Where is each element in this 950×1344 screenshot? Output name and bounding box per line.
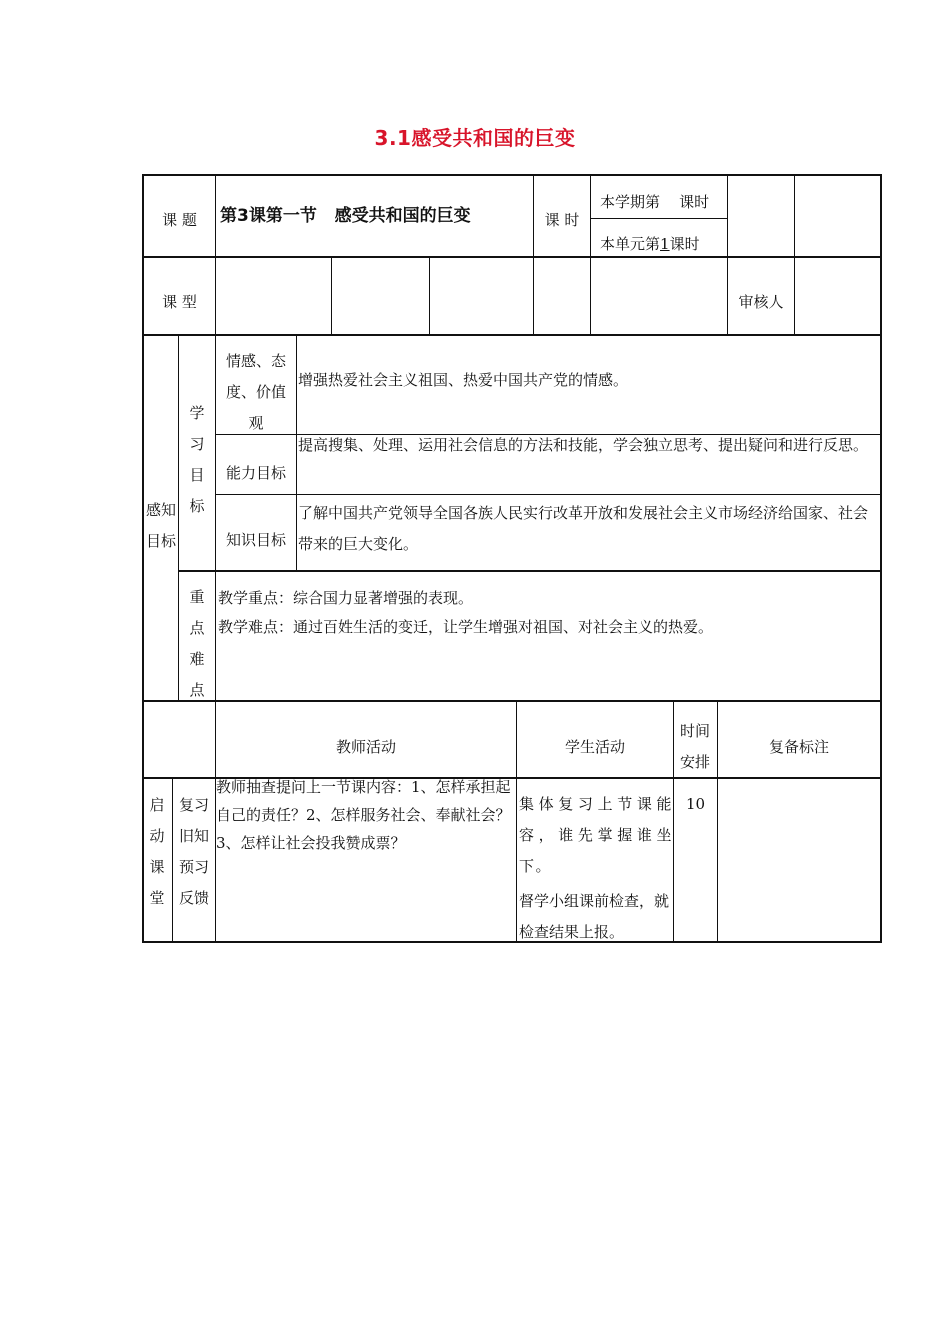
student-activity-2: 督学小组课前检查，就检查结果上报。: [519, 892, 670, 941]
reviewer-label: 审核人: [738, 293, 784, 311]
col-divider: [533, 256, 534, 336]
objective-text-attitude: 增强热爱社会主义祖国、热爱中国共产党的情感。: [298, 371, 629, 389]
col-divider: [794, 256, 795, 336]
page-title: 3.1感受共和国的巨变: [374, 126, 576, 150]
table-border-bottom: [142, 941, 882, 943]
col-divider: [331, 256, 332, 336]
unit-hours-suffix: 课时: [669, 235, 700, 253]
table-border-top: [142, 174, 882, 176]
col-divider: [794, 174, 795, 258]
col-divider: [296, 334, 297, 571]
key-points-label: 重点难点: [189, 588, 205, 699]
col-divider: [590, 256, 591, 336]
col-divider: [172, 777, 173, 943]
col-divider: [215, 334, 216, 702]
objective-label-ability: 能力目标: [225, 464, 286, 482]
topic-label: 课 题: [162, 211, 197, 229]
col-divider: [673, 700, 674, 943]
row-divider: [142, 700, 882, 702]
col-divider: [178, 334, 179, 702]
stage-label: 启动课堂: [149, 796, 165, 907]
hours-label: 课 时: [544, 211, 580, 229]
unit-hours-number: 1: [660, 235, 670, 253]
objectives-group-label: 感知目标: [145, 501, 176, 550]
row-divider: [215, 494, 882, 495]
student-activity-1: 集体复习上节课能容，谁先掌握谁坐下。: [519, 795, 673, 875]
teacher-activity-header: 教师活动: [335, 738, 396, 756]
type-label: 课 型: [162, 293, 197, 311]
objective-label-knowledge: 知识目标: [225, 531, 286, 549]
col-divider: [429, 256, 430, 336]
topic-value: 第3课第一节 感受共和国的巨变: [220, 206, 471, 226]
row-divider: [178, 570, 882, 572]
objective-label-attitude: 情感、态度、价值观: [225, 352, 286, 432]
col-divider: [215, 174, 216, 258]
notes-header: 复备标注: [768, 738, 829, 756]
difficult-point: 教学难点：通过百姓生活的变迁，让学生增强对祖国、对社会主义的热爱。: [218, 618, 714, 636]
objective-text-ability: 提高搜集、处理、运用社会信息的方法和技能，学会独立思考、提出疑问和进行反思。: [298, 436, 869, 454]
learning-objectives-label: 学习目标: [189, 404, 205, 515]
col-divider: [727, 174, 728, 258]
step-label: 复习旧知预习反馈: [178, 796, 209, 907]
objective-text-knowledge: 了解中国共产党领导全国各族人民实行改革开放和发展社会主义市场经济给国家、社会带来的巨大变化。: [298, 504, 869, 553]
row-divider: [142, 334, 882, 336]
col-divider: [590, 174, 591, 258]
semester-hours: 本学期第 课时: [600, 193, 710, 211]
hours-divider: [590, 218, 727, 219]
unit-hours: [600, 229, 727, 260]
unit-hours-prefix: 本单元第: [600, 235, 661, 253]
row-divider: [142, 256, 882, 258]
time-header: 时间安排: [679, 722, 710, 771]
col-divider: [215, 256, 216, 336]
student-activity-header: 学生活动: [564, 738, 625, 756]
teacher-activity: 教师抽查提问上一节课内容：1、怎样承担起自己的责任？2、怎样服务社会、奉献社会？3、怎样让社会投我赞成票？: [216, 778, 511, 852]
time-value: 10: [685, 795, 706, 813]
table-border-right: [880, 174, 882, 943]
key-point: 教学重点：综合国力显著增强的表现。: [218, 589, 474, 607]
